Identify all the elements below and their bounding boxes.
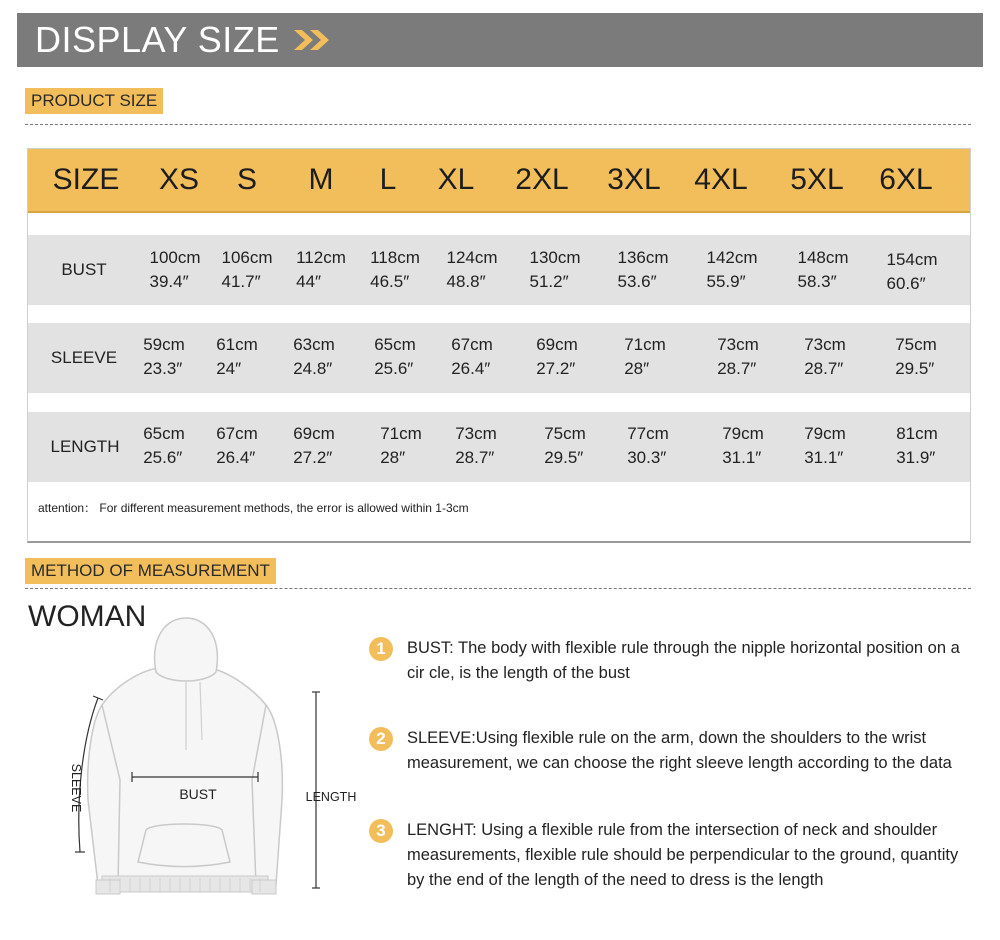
header-cell: S [236, 163, 258, 196]
header-cell: 5XL [790, 163, 844, 196]
table-cell: 65cm 25.6″ [374, 335, 416, 378]
step-description: BUST: The body with flexible rule through the nipple horizontal position on a cir cle, is the length of the bust [407, 639, 960, 682]
table-cell: 79cm 31.1″ [804, 424, 846, 467]
step-number-badge: 2 [369, 727, 393, 751]
divider [25, 124, 971, 125]
table-cell: 65cm 25.6″ [143, 424, 185, 467]
size-table [27, 148, 971, 543]
row-label-bust: BUST [61, 260, 107, 279]
bust-label: BUST [179, 786, 217, 802]
product-size-tag: PRODUCT SIZE [25, 88, 163, 114]
header-cell: 3XL [607, 163, 661, 196]
method-tag: METHOD OF MEASUREMENT [25, 558, 276, 584]
row-label-sleeve: SLEEVE [50, 348, 118, 367]
step-number-badge: 3 [369, 819, 393, 843]
row-label-length: LENGTH [50, 437, 120, 456]
table-cell: 67cm 26.4″ [216, 424, 258, 467]
hoodie-diagram [40, 600, 370, 930]
header-cell: SIZE [52, 163, 120, 196]
header-cell: 4XL [694, 163, 748, 196]
double-chevron-right-icon [292, 28, 332, 52]
table-header [28, 149, 970, 213]
step-number-badge: 1 [369, 637, 393, 661]
header-cell: XS [158, 163, 200, 196]
table-cell: 154cm 60.6″ [886, 250, 938, 293]
divider [25, 588, 971, 589]
table-cell: 67cm 26.4″ [451, 335, 493, 378]
table-cell: 118cm 46.5″ [370, 248, 420, 291]
banner-title: DISPLAY SIZE [35, 19, 280, 60]
table-cell: 63cm 24.8″ [293, 335, 335, 378]
diagram-title: WOMAN [28, 600, 147, 633]
header-cell: L [379, 163, 397, 196]
table-cell: 69cm 27.2″ [293, 424, 335, 467]
step-description: SLEEVE:Using flexible rule on the arm, down the shoulders to the wrist measurement, we can choose the right sleeve length according to the data [407, 729, 952, 772]
table-cell: 100cm 39.4″ [149, 248, 201, 291]
table-cell: 73cm 28.7″ [455, 424, 497, 467]
table-cell: 71cm 28″ [380, 424, 422, 467]
sleeve-label: SLEEVE [69, 763, 83, 813]
table-cell: 79cm 31.1″ [722, 424, 764, 467]
table-cell: 106cm 41.7″ [221, 248, 273, 291]
header-cell: 6XL [879, 163, 933, 196]
header-cell: 2XL [515, 163, 569, 196]
table-cell: 81cm 31.9″ [896, 424, 938, 467]
table-cell: 75cm 29.5″ [895, 335, 937, 378]
table-cell: 124cm 48.8″ [446, 248, 498, 291]
table-cell: 75cm 29.5″ [544, 424, 586, 467]
table-cell: 73cm 28.7″ [717, 335, 759, 378]
table-cell: 136cm 53.6″ [617, 248, 669, 291]
table-cell: 77cm 30.3″ [627, 424, 669, 467]
length-label: LENGTH [305, 790, 357, 804]
table-cell: 73cm 28.7″ [804, 335, 846, 378]
table-cell: 59cm 23.3″ [143, 335, 185, 378]
header-cell: M [308, 163, 334, 196]
table-cell: 130cm 51.2″ [529, 248, 581, 291]
table-cell: 148cm 58.3″ [797, 248, 849, 291]
table-cell: 112cm 44″ [296, 248, 346, 291]
header-cell: XL [437, 163, 475, 196]
attention-note: attention： For different measurement methods, the error is allowed within 1-3cm [38, 501, 469, 515]
page-banner [17, 13, 983, 67]
step-description: LENGHT: Using a flexible rule from the intersection of neck and shoulder measurements, flexible rule should be perpendicular to the ground, quantity by the end of the length of the need to dress is the length [407, 821, 959, 889]
table-cell: 142cm 55.9″ [706, 248, 758, 291]
table-cell: 71cm 28″ [624, 335, 666, 378]
table-cell: 61cm 24″ [216, 335, 258, 378]
table-cell: 69cm 27.2″ [536, 335, 578, 378]
